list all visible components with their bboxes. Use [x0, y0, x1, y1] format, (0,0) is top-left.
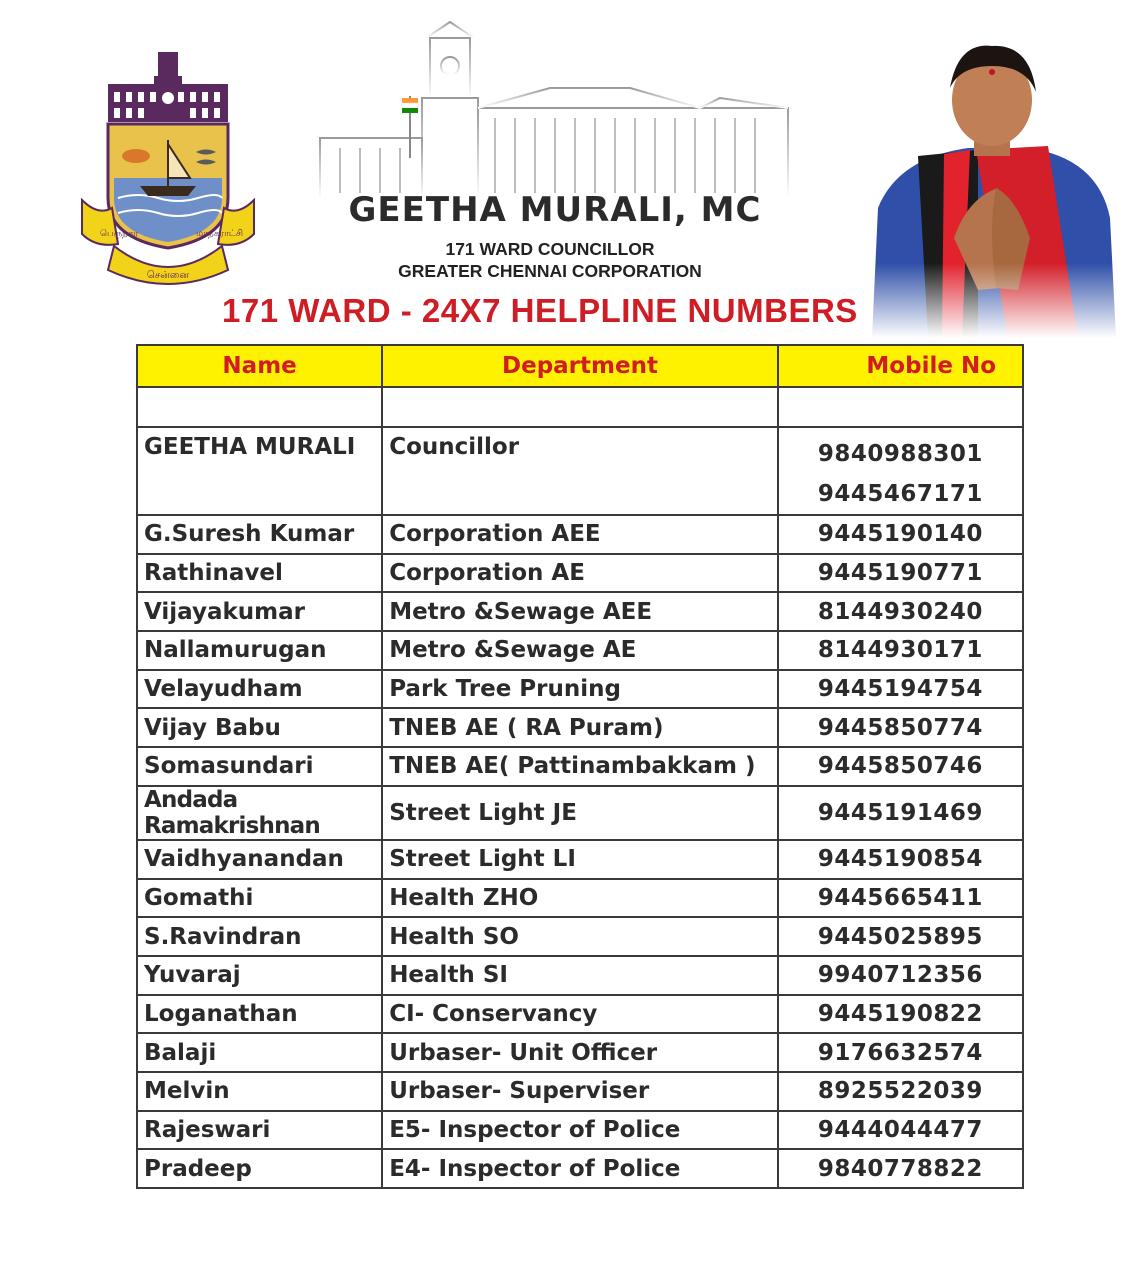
- mobile-number-cell: 9445025895: [778, 917, 1023, 956]
- table-row: [137, 917, 1023, 956]
- mobile-number-cell: 9445190854: [778, 840, 1023, 879]
- department-cell: TNEB AE ( RA Puram): [382, 708, 778, 747]
- table-row: [137, 554, 1023, 593]
- department-cell: Health ZHO: [382, 879, 778, 918]
- contact-name-cell: G.Suresh Kumar: [137, 515, 382, 554]
- department-cell: Urbaser- Superviser: [382, 1072, 778, 1111]
- table-row: [137, 840, 1023, 879]
- column-header-department: Department: [382, 345, 778, 387]
- emblem-left-ribbon-text: பெருநகர: [100, 229, 139, 239]
- department-cell: Councillor: [382, 427, 778, 515]
- mobile-number-cell: 9445665411: [778, 879, 1023, 918]
- mobile-number-cell: 9445850774: [778, 708, 1023, 747]
- contact-name-cell: Loganathan: [137, 995, 382, 1034]
- blank-row: [137, 387, 1023, 427]
- contact-name-cell: Nallamurugan: [137, 631, 382, 670]
- table-row: [137, 956, 1023, 995]
- mobile-number-cell: 9445191469: [778, 786, 1023, 840]
- mobile-number-cell: 9445190771: [778, 554, 1023, 593]
- table-row: [137, 995, 1023, 1034]
- helpline-headline: 171 WARD - 24X7 HELPLINE NUMBERS: [222, 292, 858, 329]
- table-row: [137, 670, 1023, 709]
- contact-name-cell: S.Ravindran: [137, 917, 382, 956]
- department-cell: Health SO: [382, 917, 778, 956]
- councillor-portrait-photo: [858, 38, 1130, 338]
- contact-name-cell: Yuvaraj: [137, 956, 382, 995]
- department-cell: Health SI: [382, 956, 778, 995]
- department-cell: Urbaser- Unit Officer: [382, 1033, 778, 1072]
- table-row: [137, 1149, 1023, 1188]
- table-row: [137, 631, 1023, 670]
- department-cell: E4- Inspector of Police: [382, 1149, 778, 1188]
- table-row: [137, 786, 1023, 840]
- contact-name-cell: Pradeep: [137, 1149, 382, 1188]
- designation-line: 171 WARD COUNCILLOR: [445, 239, 655, 259]
- department-cell: Corporation AE: [382, 554, 778, 593]
- department-cell: Park Tree Pruning: [382, 670, 778, 709]
- contact-name-cell: Andada Ramakrishnan: [137, 786, 382, 840]
- department-cell: Metro &Sewage AEE: [382, 592, 778, 631]
- column-header-name: Name: [137, 345, 382, 387]
- emblem-right-ribbon-text: மாநகராட்சி: [196, 229, 244, 239]
- mobile-number-cell: 8144930240: [778, 592, 1023, 631]
- department-cell: E5- Inspector of Police: [382, 1111, 778, 1150]
- contact-name-cell: Melvin: [137, 1072, 382, 1111]
- contact-name-cell: Balaji: [137, 1033, 382, 1072]
- councillor-name-title: GEETHA MURALI, MC: [348, 190, 762, 230]
- mobile-number-cell: 9445190140: [778, 515, 1023, 554]
- corporation-emblem-logo: [78, 48, 258, 288]
- mobile-number-cell: 9940712356: [778, 956, 1023, 995]
- table-body: [137, 387, 1023, 1188]
- department-cell: CI- Conservancy: [382, 995, 778, 1034]
- contact-name-cell: GEETHA MURALI: [137, 427, 382, 515]
- mobile-number-cell: 9840778822: [778, 1149, 1023, 1188]
- mobile-number-cell: 8144930171: [778, 631, 1023, 670]
- table-row: [137, 515, 1023, 554]
- department-cell: TNEB AE( Pattinambakkam ): [382, 747, 778, 786]
- contact-name-cell: Velayudham: [137, 670, 382, 709]
- mobile-number-cell: 8925522039: [778, 1072, 1023, 1111]
- contact-name-cell: Vaidhyanandan: [137, 840, 382, 879]
- table-row: [137, 747, 1023, 786]
- contact-name-cell: Vijayakumar: [137, 592, 382, 631]
- contact-name-cell: Vijay Babu: [137, 708, 382, 747]
- department-cell: Metro &Sewage AE: [382, 631, 778, 670]
- table-row: [137, 879, 1023, 918]
- table-row: [137, 592, 1023, 631]
- department-cell: Street Light JE: [382, 786, 778, 840]
- department-cell: Street Light LI: [382, 840, 778, 879]
- helpline-table-container: [136, 344, 1024, 1189]
- table-row: [137, 1111, 1023, 1150]
- contact-name-cell: Gomathi: [137, 879, 382, 918]
- table-row: [137, 708, 1023, 747]
- mobile-number-cell: 9176632574: [778, 1033, 1023, 1072]
- mobile-number-cell: 9445850746: [778, 747, 1023, 786]
- table-row: [137, 1072, 1023, 1111]
- blank-cell: [778, 387, 1023, 427]
- mobile-number: 9840988301: [817, 441, 983, 467]
- table-header-row: [137, 345, 1023, 387]
- table-row: [137, 1033, 1023, 1072]
- mobile-number-cell: 9445190822: [778, 995, 1023, 1034]
- mobile-number: 9445467171: [817, 481, 983, 507]
- table-row: [137, 427, 1023, 515]
- blank-cell: [382, 387, 778, 427]
- department-cell: Corporation AEE: [382, 515, 778, 554]
- mobile-number-cell: 9445194754: [778, 670, 1023, 709]
- column-header-mobile: Mobile No: [778, 345, 1023, 387]
- corporation-line: GREATER CHENNAI CORPORATION: [398, 261, 702, 281]
- contact-name-cell: Somasundari: [137, 747, 382, 786]
- ripon-building-illustration: [300, 18, 810, 218]
- helpline-table: [136, 344, 1024, 1189]
- mobile-number-cell: 9444044477: [778, 1111, 1023, 1150]
- mobile-number-cell: [778, 427, 1023, 515]
- emblem-bottom-ribbon-text: சென்னை: [146, 270, 190, 281]
- blank-cell: [137, 387, 382, 427]
- contact-name-cell: Rajeswari: [137, 1111, 382, 1150]
- contact-name-cell: Rathinavel: [137, 554, 382, 593]
